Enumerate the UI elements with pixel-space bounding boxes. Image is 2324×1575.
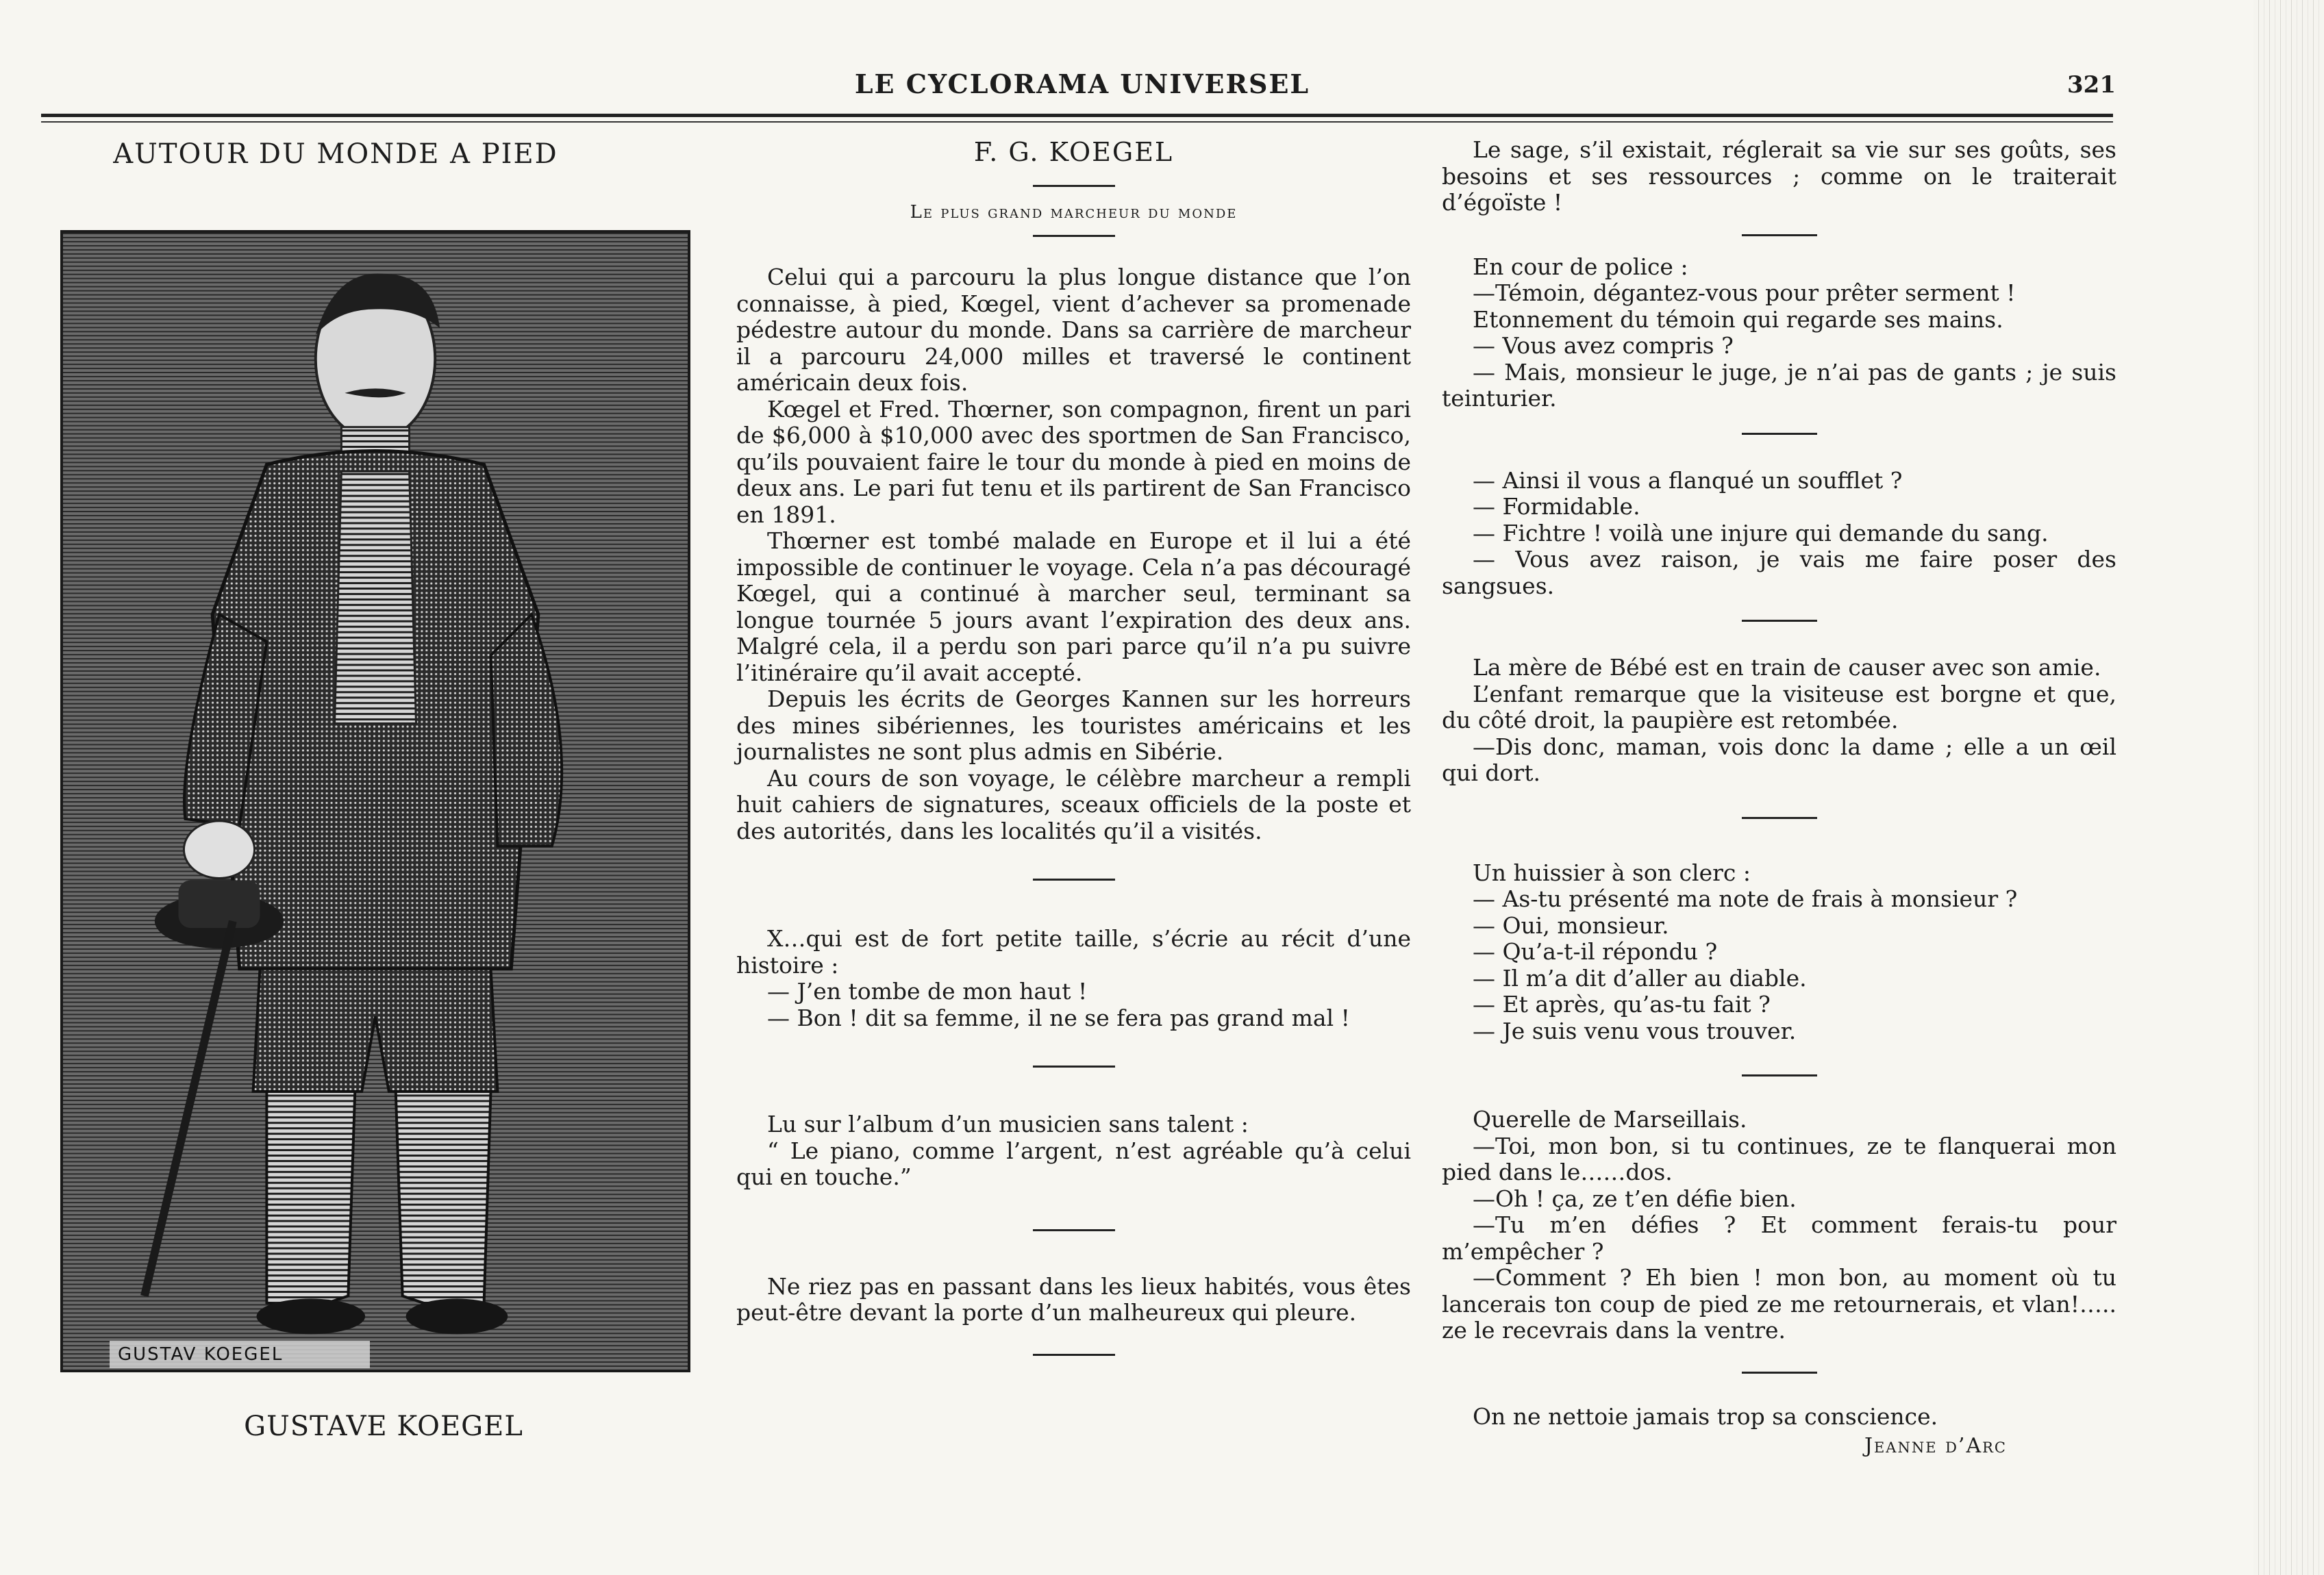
portrait-illustration	[60, 230, 690, 1372]
article-heading: F. G. KOEGEL	[973, 137, 1174, 167]
column-3	[1442, 137, 2116, 1458]
separator	[1033, 235, 1115, 237]
anecdote-line: —Oh ! ça, ze t’en défie bien.	[1473, 1185, 1797, 1212]
joke-line: Lu sur l’album d’un musicien sans talent :	[767, 1111, 1249, 1137]
signoff: Jeanne d’Arc	[1864, 1434, 2007, 1458]
anecdote-line: — As-tu présenté ma note de frais à monsieur ?	[1473, 885, 2018, 912]
portrait-caption: GUSTAVE KOEGEL	[244, 1411, 523, 1442]
header-rule	[41, 114, 2113, 117]
joke-line: Ne riez pas en passant dans les lieux habités, vous êtes peut-être devant la porte d’un malheureux qui pleure.	[736, 1272, 1411, 1326]
article-paragraph: Kœgel et Fred. Thœrner, son compagnon, firent un pari de $6,000 à $10,000 avec des sportmen de San Francisco, qu’ils pouvaient faire le tour du monde à pied en moins de deux ans. Le pari fut tenu et ils partirent de San Francisco en 1891.	[736, 395, 1411, 528]
separator	[1033, 1066, 1115, 1068]
column-2	[736, 137, 1411, 1356]
article-paragraph: Depuis les écrits de Georges Kannen sur les horreurs des mines sibériennes, les touristes américains et les journalistes ne sont plus admis en Sibérie.	[736, 685, 1411, 765]
anecdote-line: — Ainsi il vous a flanqué un soufflet ?	[1473, 466, 1903, 494]
running-title: LE CYCLORAMA UNIVERSEL	[854, 68, 1310, 99]
separator	[1742, 817, 1817, 819]
binding-edge	[2253, 0, 2324, 1575]
anecdote-line: On ne nettoie jamais trop sa conscience.	[1473, 1402, 1938, 1430]
joke-line: X…qui est de fort petite taille, s’écrie au récit d’une histoire :	[736, 925, 1411, 979]
anecdote-line: En cour de police :	[1473, 253, 1688, 280]
separator	[1033, 185, 1115, 187]
separator	[1742, 234, 1817, 236]
separator	[1742, 1372, 1817, 1374]
page-number: 321	[2067, 71, 2116, 99]
article-paragraph: Au cours de son voyage, le célèbre marcheur a rempli huit cahiers de signatures, sceaux officiels de la poste et des autorités, dans les localités qu’il a visités.	[736, 764, 1411, 844]
anecdote-line: — Qu’a-t-il répondu ?	[1473, 938, 1718, 965]
anecdote-line: — Oui, monsieur.	[1473, 911, 1669, 939]
anecdote-line: —Comment ? Eh bien ! mon bon, au moment où tu lancerais ton coup de pied ze me retournerais, et vlan!….. ze le recevrais dans la ventre.	[1442, 1264, 2116, 1344]
anecdote-line: — Formidable.	[1473, 493, 1640, 520]
article-paragraph: Celui qui a parcouru la plus longue distance que l’on connaisse, à pied, Kœgel, vient d’achever sa promenade pédestre autour du monde. Dans sa carrière de marcheur il a parcouru 24,000 milles et traversé le continent américain deux fois.	[736, 264, 1411, 396]
anecdote-line: — Je suis venu vous trouver.	[1473, 1017, 1797, 1044]
joke-line: — Bon ! dit sa femme, il ne se fera pas grand mal !	[767, 1004, 1350, 1031]
anecdote-line: La mère de Bébé est en train de causer avec son amie.	[1473, 654, 2101, 681]
anecdote-line: — Mais, monsieur le juge, je n’ai pas de gants ; je suis teinturier.	[1442, 358, 2116, 412]
anecdote-line: —Témoin, dégantez-vous pour prêter serment !	[1473, 279, 2016, 306]
separator	[1742, 433, 1817, 435]
joke-line: — J’en tombe de mon haut !	[767, 978, 1088, 1005]
anecdote-line: —Tu m’en défies ? Et comment ferais-tu pour m’empêcher ?	[1442, 1211, 2116, 1265]
anecdote-line: L’enfant remarque que la visiteuse est borgne et que, du côté droit, la paupière est retombée.	[1442, 680, 2116, 733]
separator	[1033, 879, 1115, 881]
anecdote-line: — Vous avez compris ?	[1473, 332, 1734, 359]
article-paragraph: Thœrner est tombé malade en Europe et il lui a été impossible de continuer le voyage. Cela n’a pas découragé Kœgel, qui a continué à marcher seul, terminant sa longue tournée 5 jours avant l’expiration des deux ans. Malgré cela, il a perdu son pari parce qu’il n’a pu suivre l’itinéraire qu’il avait accepté.	[736, 527, 1411, 686]
column1-title: AUTOUR DU MONDE A PIED	[113, 138, 558, 170]
anecdote-line: Etonnement du témoin qui regarde ses mains.	[1473, 305, 2003, 333]
separator	[1033, 1229, 1115, 1231]
anecdote-line: — Vous avez raison, je vais me faire poser des sangsues.	[1442, 546, 2116, 599]
anecdote-line: —Dis donc, maman, vois donc la dame ; elle a un œil qui dort.	[1442, 733, 2116, 786]
engraved-portrait-illustration-icon	[63, 233, 688, 1370]
anecdote-line: Un huissier à son clerc :	[1473, 859, 1751, 886]
article-subheading: Le plus grand marcheur du monde	[910, 202, 1238, 223]
separator	[1742, 620, 1817, 622]
plate-signature: GUSTAV KOEGEL	[110, 1341, 370, 1368]
anecdote-line: — Et après, qu’as-tu fait ?	[1473, 991, 1771, 1018]
anecdote-line: —Toi, mon bon, si tu continues, ze te flanquerai mon pied dans le……dos.	[1442, 1132, 2116, 1185]
separator	[1033, 1354, 1115, 1356]
anecdote-line: Querelle de Marseillais.	[1473, 1106, 1747, 1133]
anecdote-line: — Fichtre ! voilà une injure qui demande du sang.	[1473, 519, 2049, 546]
header-rule-thin	[41, 121, 2113, 123]
joke-line: “ Le piano, comme l’argent, n’est agréable qu’à celui qui en touche.”	[736, 1137, 1411, 1190]
anecdote-line: Le sage, s’il existait, réglerait sa vie sur ses goûts, ses besoins et ses ressources ; comme on le traiterait d’égoïste !	[1442, 136, 2116, 216]
anecdote-line: — Il m’a dit d’aller au diable.	[1473, 964, 1807, 992]
separator	[1742, 1074, 1817, 1076]
